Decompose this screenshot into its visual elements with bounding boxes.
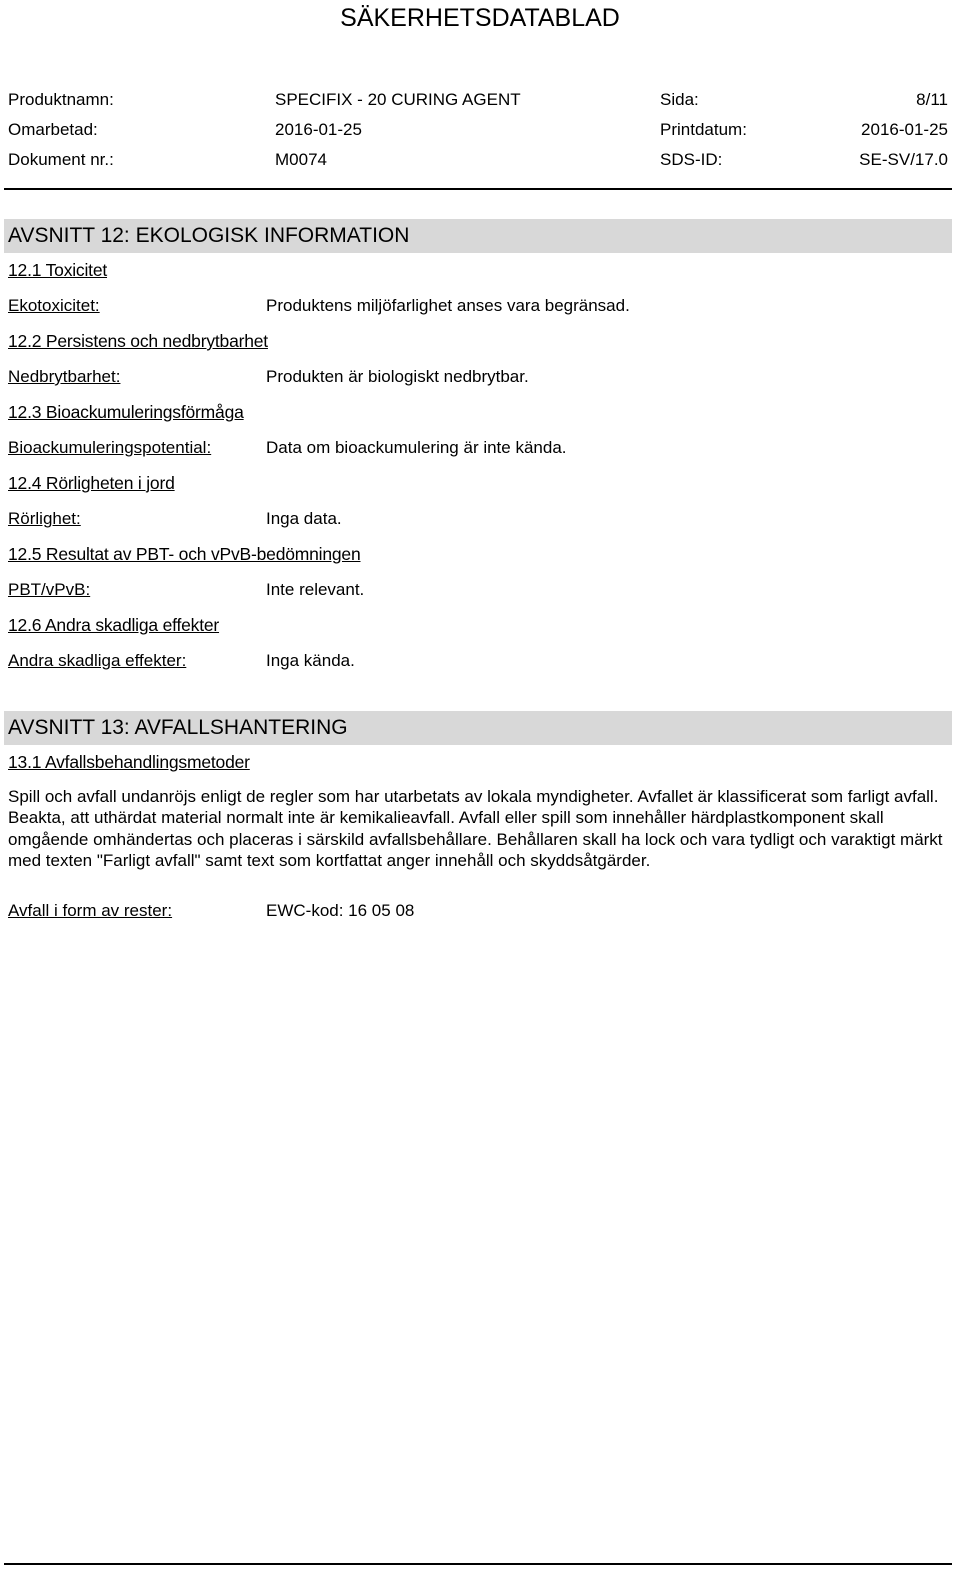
header-label: SDS-ID: bbox=[660, 150, 723, 169]
header-label: Produktnamn: bbox=[8, 90, 114, 109]
info-row bbox=[0, 649, 960, 673]
info-label: Bioackumuleringspotential: bbox=[8, 438, 212, 457]
header-value: SE-SV/17.0 bbox=[859, 150, 948, 169]
header-value: M0074 bbox=[275, 150, 327, 169]
info-value: Data om bioackumulering är inte kända. bbox=[266, 438, 567, 457]
header-value: 8/11 bbox=[916, 90, 948, 109]
subsection-heading: 12.1 Toxicitet bbox=[8, 260, 108, 280]
waste-paragraph: Spill och avfall undanröjs enligt de regler som har utarbetats av lokala myndigheter. Avfallet är klassificerat som farligt avfall. Beakta, att uthärdat material normalt inte är kemikalieavfall. Avfall eller spill som innehåller härdplastkomponent skall omgående omhändertas och placeras i särskild avfallsbehållare. Behållaren skall ha lock och vara tydligt och varaktigt märkt med texten "Farligt avfall" samt text som kortfattat anger innehåll och skyddsåtgärder. bbox=[8, 787, 943, 871]
info-value: Produkten är biologiskt nedbrytbar. bbox=[266, 367, 529, 386]
header-value: 2016-01-25 bbox=[275, 120, 362, 139]
header-value: 2016-01-25 bbox=[861, 120, 948, 139]
section-13-title: AVSNITT 13: AVFALLSHANTERING bbox=[4, 711, 952, 745]
header-label: Dokument nr.: bbox=[8, 150, 114, 169]
info-label: Rörlighet: bbox=[8, 509, 81, 528]
header-row-revised bbox=[0, 118, 960, 142]
subsection-heading: 12.5 Resultat av PBT- och vPvB-bedömningen bbox=[8, 544, 361, 564]
info-row bbox=[0, 507, 960, 531]
info-row bbox=[0, 436, 960, 460]
info-row bbox=[0, 365, 960, 389]
info-label: PBT/vPvB: bbox=[8, 580, 91, 599]
subsection-heading: 12.4 Rörligheten i jord bbox=[8, 473, 175, 493]
info-value: Inga data. bbox=[266, 509, 342, 528]
info-row bbox=[0, 294, 960, 318]
info-value: Produktens miljöfarlighet anses vara begränsad. bbox=[266, 296, 630, 315]
header-value: SPECIFIX - 20 CURING AGENT bbox=[275, 90, 521, 109]
header-row-document bbox=[0, 148, 960, 172]
header-divider bbox=[4, 188, 952, 190]
section-12-title: AVSNITT 12: EKOLOGISK INFORMATION bbox=[4, 219, 952, 253]
info-row bbox=[0, 578, 960, 602]
header-label: Sida: bbox=[660, 90, 699, 109]
document-title: SÄKERHETSDATABLAD bbox=[340, 4, 620, 32]
header-label: Printdatum: bbox=[660, 120, 747, 139]
header-row-product bbox=[0, 88, 960, 112]
info-label: Andra skadliga effekter: bbox=[8, 651, 187, 670]
subsection-heading: 12.6 Andra skadliga effekter bbox=[8, 615, 220, 635]
footer-divider bbox=[4, 1563, 952, 1565]
subsection-heading: 12.2 Persistens och nedbrytbarhet bbox=[8, 331, 268, 351]
header-label: Omarbetad: bbox=[8, 120, 98, 139]
subsection-heading: 12.3 Bioackumuleringsförmåga bbox=[8, 402, 244, 422]
info-label: Avfall i form av rester: bbox=[8, 901, 173, 920]
info-row bbox=[0, 899, 960, 923]
info-value: Inte relevant. bbox=[266, 580, 365, 599]
info-label: Ekotoxicitet: bbox=[8, 296, 100, 315]
info-value: Inga kända. bbox=[266, 651, 355, 670]
info-label: Nedbrytbarhet: bbox=[8, 367, 121, 386]
info-value: EWC-kod: 16 05 08 bbox=[266, 901, 415, 920]
subsection-heading: 13.1 Avfallsbehandlingsmetoder bbox=[8, 752, 250, 772]
